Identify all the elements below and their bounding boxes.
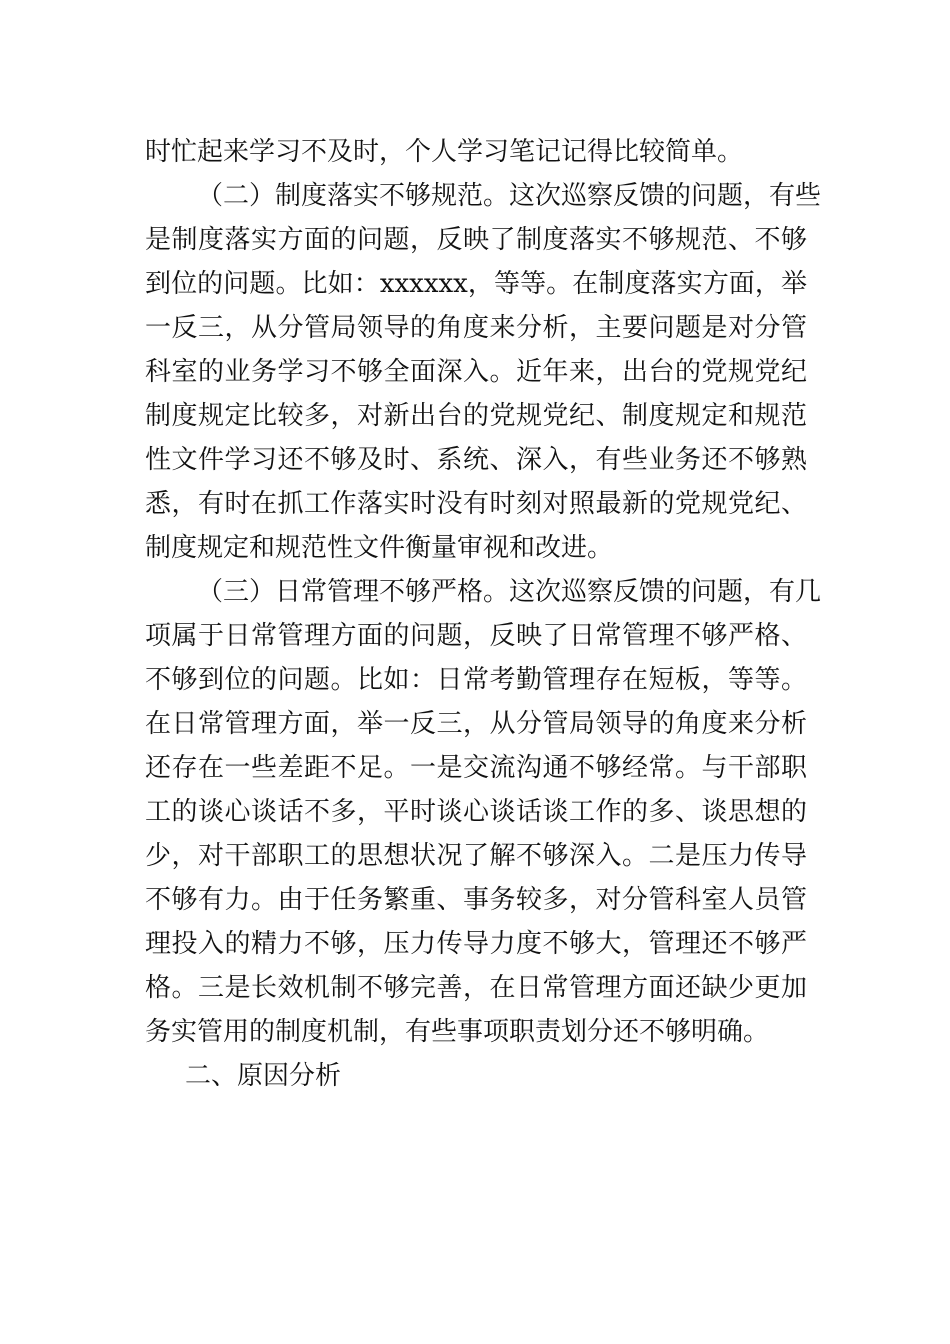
paragraph-daily-management bbox=[145, 570, 822, 1054]
paragraph-line: 项属于日常管理方面的问题，反映了日常管理不够严格、 bbox=[145, 621, 807, 651]
paragraph-line: （二）制度落实不够规范。这次巡察反馈的问题，有些 bbox=[197, 181, 822, 211]
paragraph-line: 是制度落实方面的问题，反映了制度落实不够规范、不够 bbox=[145, 225, 807, 255]
paragraph-line: 科室的业务学习不够全面深入。近年来，出台的党规党纪 bbox=[145, 357, 807, 387]
paragraph-line: 还存在一些差距不足。一是交流沟通不够经常。与干部职 bbox=[145, 753, 807, 783]
paragraph-line: 时忙起来学习不及时，个人学习笔记记得比较简单。 bbox=[145, 137, 744, 167]
section-heading: 二、原因分析 bbox=[185, 1061, 342, 1091]
paragraph-line: 制度规定比较多，对新出台的党规党纪、制度规定和规范 bbox=[145, 401, 807, 431]
paragraph-line: 性文件学习还不够及时、系统、深入，有些业务还不够熟 bbox=[145, 445, 807, 475]
paragraph-line: 不够有力。由于任务繁重、事务较多，对分管科室人员管 bbox=[145, 885, 807, 915]
paragraph-line: 格。三是长效机制不够完善，在日常管理方面还缺少更加 bbox=[145, 973, 807, 1003]
paragraph-line: 务实管用的制度机制，有些事项职责划分还不够明确。 bbox=[145, 1017, 770, 1047]
paragraph-line: 理投入的精力不够，压力传导力度不够大，管理还不够严 bbox=[145, 929, 807, 959]
paragraph-continuation bbox=[145, 130, 807, 174]
paragraph-line: 制度规定和规范性文件衡量审视和改进。 bbox=[145, 533, 614, 563]
paragraph-line: （三）日常管理不够严格。这次巡察反馈的问题，有几 bbox=[197, 577, 822, 607]
paragraph-line: 工的谈心谈话不多，平时谈心谈话谈工作的多、谈思想的 bbox=[145, 797, 807, 827]
paragraph-line: 在日常管理方面，举一反三，从分管局领导的角度来分析 bbox=[145, 709, 807, 739]
paragraph-line: 少，对干部职工的思想状况了解不够深入。二是压力传导 bbox=[145, 841, 807, 871]
paragraph-line: 一反三，从分管局领导的角度来分析，主要问题是对分管 bbox=[145, 313, 807, 343]
paragraph-line: 悉，有时在抓工作落实时没有时刻对照最新的党规党纪、 bbox=[145, 489, 807, 519]
paragraph-line: 不够到位的问题。比如：日常考勤管理存在短板，等等。 bbox=[145, 665, 807, 695]
document-body bbox=[145, 130, 822, 1098]
paragraph-line: 到位的问题。比如：xxxxxx，等等。在制度落实方面，举 bbox=[145, 269, 807, 299]
paragraph-system-implementation bbox=[145, 174, 822, 570]
